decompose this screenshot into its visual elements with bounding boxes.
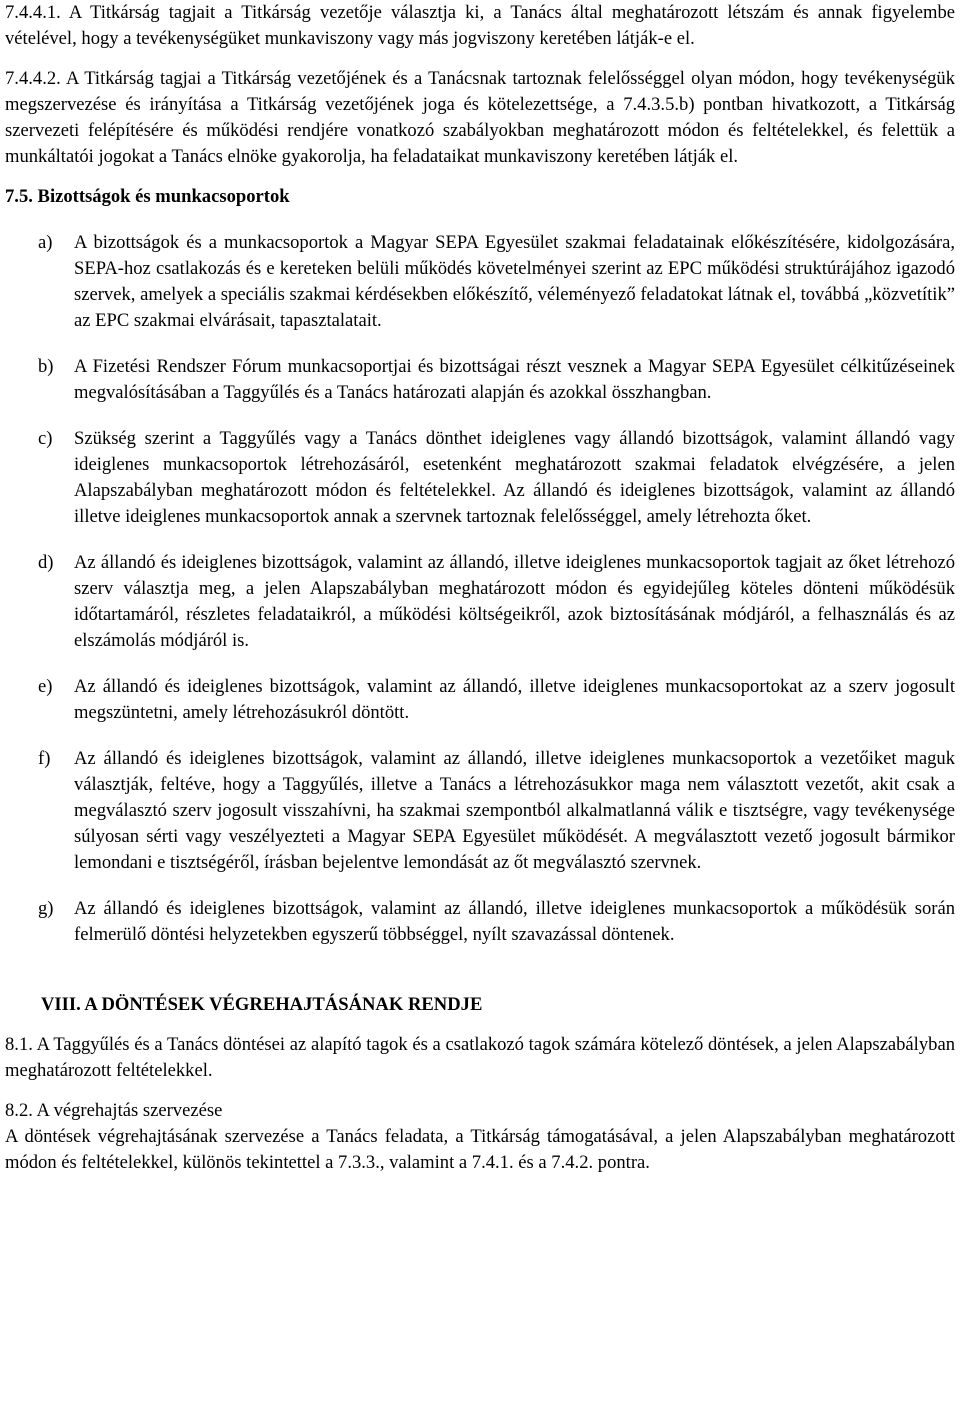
paragraph-8-2-text: A döntések végrehajtásának szervezése a Tanács feladata, a Titkárság támogatásával, a jelen Alapszabályban meghatározott módon és feltételekkel, különös tekintettel a 7.3.3., valamint a 7.4.1. és a 7.4.2. pontra. — [5, 1126, 955, 1173]
chapter-heading-viii: VIII. A DÖNTÉSEK VÉGREHAJTÁSÁNAK RENDJE — [41, 994, 483, 1015]
list-item-text: Az állandó és ideiglenes bizottságok, valamint az állandó, illetve ideiglenes munkacsoportok tagjait az őket létrehozó szerv választja meg, a jelen Alapszabályban meghatározott módon és egyidejűleg köteles dönteni működésük időtartamáról, részletes feladataikról, a működési költségeikről, azok biztosításának módjáról, a felhasználás és az elszámolás módjáról is. — [74, 552, 955, 651]
section-heading-7-5: 7.5. Bizottságok és munkacsoportok — [5, 186, 290, 207]
list-item-text: A Fizetési Rendszer Fórum munkacsoportjai és bizottságai részt vesznek a Magyar SEPA Egyesület célkitűzéseinek megvalósításában a Taggyűlés és a Tanács határozati alapján és azokkal összhangban. — [74, 356, 955, 403]
list-marker: d) — [38, 552, 54, 573]
paragraph-8-2-title: 8.2. A végrehajtás szervezése — [5, 1100, 223, 1121]
paragraph-7-4-4-1: 7.4.4.1. A Titkárság tagjait a Titkárság vezetője választja ki, a Tanács által meghatározott létszám és annak figyelembe vételével, hogy a tevékenységüket munkaviszony vagy más jogviszony keretében látják-e el. — [5, 2, 955, 49]
list-item-e — [5, 674, 955, 726]
list-item-a — [5, 230, 955, 334]
list-item-d — [5, 550, 955, 654]
list-marker: a) — [38, 232, 53, 253]
paragraph-7-4-4-2: 7.4.4.2. A Titkárság tagjai a Titkárság vezetőjének és a Tanácsnak tartoznak felelősséggel olyan módon, hogy tevékenységük megszervezése és irányítása a Titkárság vezetőjének joga és kötelezettsége, a 7.4.3.5.b) pontban hivatkozott, a Titkárság szervezeti felépítésére és működési rendjére vonatkozó szabályokban meghatározott módon és feltételekkel, és felettük a munkáltatói jogokat a Tanács elnöke gyakorolja, ha feladataikat munkaviszony keretében látják el. — [5, 68, 955, 167]
list-marker: g) — [38, 898, 54, 919]
list-marker: b) — [38, 356, 54, 377]
list-item-text: Az állandó és ideiglenes bizottságok, valamint az állandó, illetve ideiglenes munkacsoportok a működésük során felmerülő döntési helyzetekben egyszerű többséggel, nyílt szavazással döntenek. — [74, 898, 955, 945]
list-item-text: A bizottságok és a munkacsoportok a Magyar SEPA Egyesület szakmai feladatainak előkészítésére, kidolgozására, SEPA-hoz csatlakozás és e kereteken belüli működés követelményei szerint az EPC működési struktúrájához igazodó szervek, amelyek a speciális szakmai kérdésekben előkészítő, véleményező feladatokat látnak el, továbbá „közvetítik” az EPC szakmai elvárásait, tapasztalatait. — [74, 232, 955, 331]
list-item-text: Szükség szerint a Taggyűlés vagy a Tanács dönthet ideiglenes vagy állandó bizottságok, valamint állandó vagy ideiglenes munkacsoportok létrehozásáról, esetenként meghatározott szakmai feladatok elvégzésére, a jelen Alapszabályban meghatározott módon és feltételekkel. Az állandó és ideiglenes bizottságok, valamint az állandó illetve ideiglenes munkacsoportok annak a szervnek tartoznak felelősséggel, amely létrehozta őket. — [74, 428, 955, 527]
list-item-g — [5, 896, 955, 948]
list-item-c — [5, 426, 955, 530]
list-marker: c) — [38, 428, 53, 449]
paragraph-8-1: 8.1. A Taggyűlés és a Tanács döntései az alapító tagok és a csatlakozó tagok számára kötelező döntések, a jelen Alapszabályban meghatározott feltételekkel. — [5, 1034, 955, 1081]
list-marker: e) — [38, 676, 53, 697]
list-item-f — [5, 746, 955, 876]
list-item-text: Az állandó és ideiglenes bizottságok, valamint az állandó, illetve ideiglenes munkacsoportokat az a szerv jogosult megszüntetni, amely létrehozásukról döntött. — [74, 676, 955, 723]
list-item-text: Az állandó és ideiglenes bizottságok, valamint az állandó, illetve ideiglenes munkacsoportok a vezetőiket maguk választják, feltéve, hogy a Taggyűlés, illetve a Tanács a létrehozásukkor maga nem választott vezetőt, akit csak a megválasztó szerv jogosult visszahívni, ha szakmai szempontból alkalmatlanná válik e tisztségre, vagy tevékenysége súlyosan sérti vagy veszélyezteti a Magyar SEPA Egyesület működését. A megválasztott vezető jogosult bármikor lemondani e tisztségéről, írásban bejelentve lemondását az őt megválasztó szervnek. — [74, 748, 955, 873]
list-item-b — [5, 354, 955, 406]
list-marker: f) — [38, 748, 51, 769]
